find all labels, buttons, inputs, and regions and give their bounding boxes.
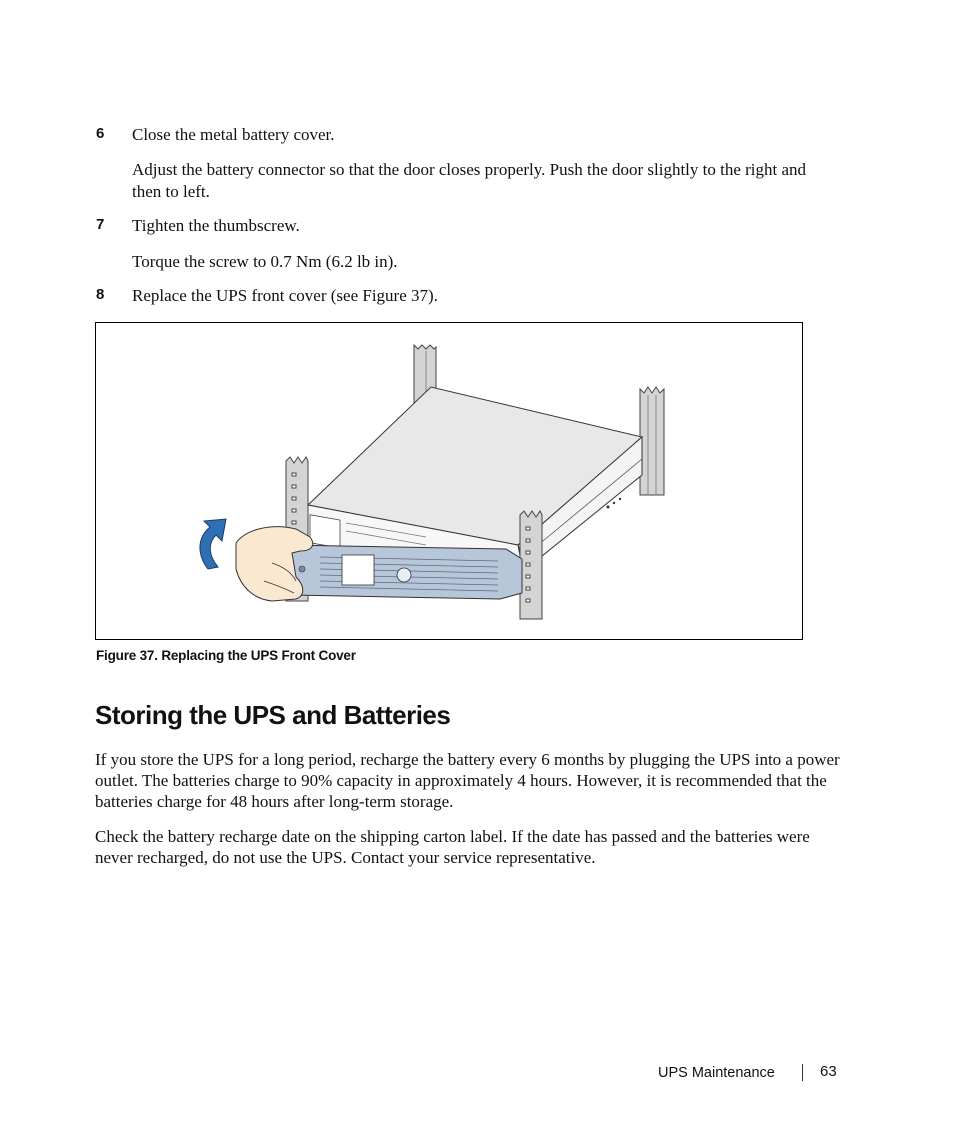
step-number: 6 [96, 125, 105, 142]
step-note: Adjust the battery connector so that the door closes properly. Push the door slightly to the right and then to left. [132, 160, 807, 201]
rear-rack-post-right [640, 387, 664, 495]
step-number: 7 [96, 216, 105, 233]
footer-divider [802, 1064, 803, 1081]
step-text: Tighten the thumbscrew. [132, 216, 300, 235]
step-note: Torque the screw to 0.7 Nm (6.2 lb in). [132, 252, 398, 271]
section-title: Storing the UPS and Batteries [95, 700, 451, 730]
figure-frame [95, 322, 803, 640]
step-number: 8 [96, 286, 105, 303]
cover-display-window [342, 555, 374, 585]
step-text: Close the metal battery cover. [132, 125, 335, 144]
section-paragraph: Check the battery recharge date on the shipping carton label. If the date has passed and the batteries were never recharged, do not use the UPS. Contact your service representative. [95, 827, 810, 867]
ups-illustration [96, 323, 802, 639]
footer-section-name: UPS Maintenance [658, 1065, 775, 1081]
curved-arrow-icon [200, 519, 226, 569]
front-rack-post-right [520, 511, 542, 619]
step-text: Replace the UPS front cover (see Figure 37). [132, 286, 438, 305]
section-paragraph: If you store the UPS for a long period, recharge the battery every 6 months by plugging the UPS into a power outlet. The batteries charge to 90% capacity in approximately 4 hours. However, it is recommended that the batteries charge for 48 hours after long-term storage. [95, 750, 840, 811]
figure-caption: Figure 37. Replacing the UPS Front Cover [96, 648, 356, 663]
page-number: 63 [820, 1063, 837, 1080]
cover-logo [397, 568, 411, 582]
